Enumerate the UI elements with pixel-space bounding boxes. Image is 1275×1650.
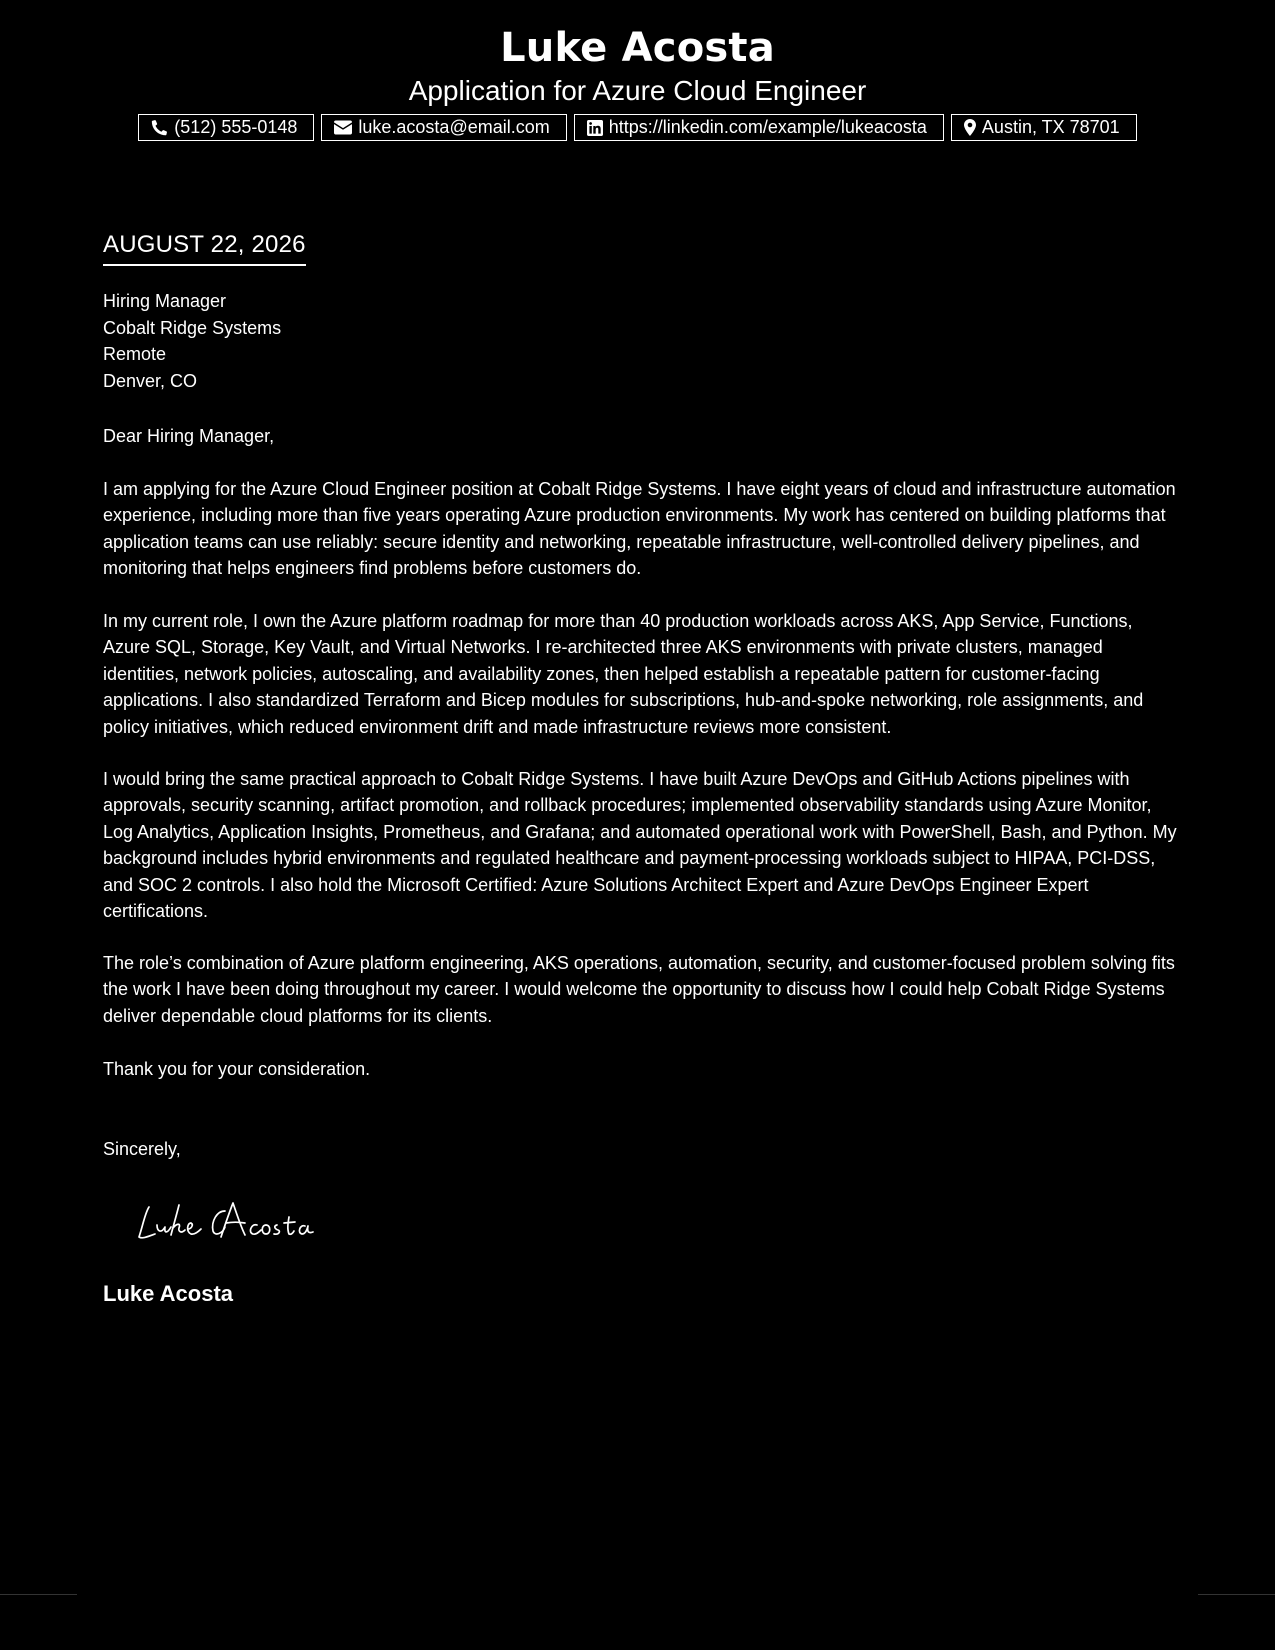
recipient-title: Hiring Manager: [103, 291, 227, 311]
contact-location: [951, 114, 1137, 141]
recipient-company: Cobalt Ridge Systems: [103, 317, 282, 338]
contact-bar: [0, 114, 1275, 141]
recipient-block: [103, 288, 281, 394]
closing-thanks: Thank you for your consideration.: [103, 1059, 371, 1079]
applicant-name: Luke Acosta: [500, 25, 775, 71]
paragraph-current-role: In my current role, I own the Azure platform roadmap for more than 40 production workloads across AKS, App Service, Functions, Azure SQL, Storage, Key Vault, and Virtual Networks. I re-architected three AKS environments with private clusters, managed identities, network policies, autoscaling, and availability zones, then helped establish a repeatable pattern for customer-facing applications. I also standardized Terraform and Bicep modules for subscriptions, hub-and-spoke networking, role assignments, and policy initiatives, which reduced environment drift and made infrastructure reviews more consistent.: [103, 611, 1144, 737]
phone-icon: [151, 119, 168, 136]
contact-phone[interactable]: [138, 114, 314, 141]
footer-rule-left: [0, 1594, 77, 1595]
map-marker-icon: [964, 119, 976, 136]
salutation: Dear Hiring Manager,: [103, 426, 275, 446]
linkedin-icon: [587, 120, 603, 136]
application-subtitle: Application for Azure Cloud Engineer: [408, 75, 867, 106]
letter-header: [0, 22, 1275, 108]
recipient-work-mode: Remote: [103, 344, 167, 364]
paragraph-experience: I would bring the same practical approach to Cobalt Ridge Systems. I have built Azure DevOps and GitHub Actions pipelines with approvals, security scanning, artifact promotion, and rollback procedures; implemented observability standards using Azure Monitor, Log Analytics, Application Insights, Prometheus, and Grafana; and automated operational work with PowerShell, Bash, and Python. My background includes hybrid environments and regulated healthcare and payment-processing workloads subject to HIPAA, PCI-DSS, and SOC 2 controls. I also hold the Microsoft Certified: Azure Solutions Architect Expert and Azure DevOps Engineer Expert certifications.: [103, 769, 1177, 922]
contact-linkedin[interactable]: [574, 114, 944, 141]
contact-email[interactable]: [321, 114, 566, 141]
signer-name: Luke Acosta: [103, 1281, 234, 1306]
contact-phone-text: (512) 555-0148: [174, 117, 298, 137]
contact-linkedin-text: https://linkedin.com/example/lukeacosta: [608, 117, 927, 137]
envelope-icon: [334, 120, 352, 135]
paragraph-intro: I am applying for the Azure Cloud Engineer position at Cobalt Ridge Systems. I have eight years of cloud and infrastructure automation experience, including more than five years operating Azure production environments. My work has centered on building platforms that application teams can use reliably: secure identity and networking, repeatable infrastructure, well-controlled delivery pipelines, and monitoring that helps engineers find problems before customers do.: [103, 479, 1176, 579]
recipient-city: Denver, CO: [103, 370, 198, 391]
letter-date: AUGUST 22, 2026: [103, 230, 306, 266]
signoff: Sincerely,: [103, 1139, 181, 1159]
contact-email-text: luke.acosta@email.com: [358, 117, 550, 137]
handwritten-signature: [133, 1193, 343, 1247]
contact-location-text: Austin, TX 78701: [981, 117, 1120, 137]
footer-rule-right: [1198, 1594, 1275, 1595]
paragraph-closing: The role’s combination of Azure platform engineering, AKS operations, automation, security, and customer-focused problem solving fits the work I have been doing throughout my career. I would welcome the opportunity to discuss how I could help Cobalt Ridge Systems deliver dependable cloud platforms for its clients.: [103, 953, 1175, 1026]
